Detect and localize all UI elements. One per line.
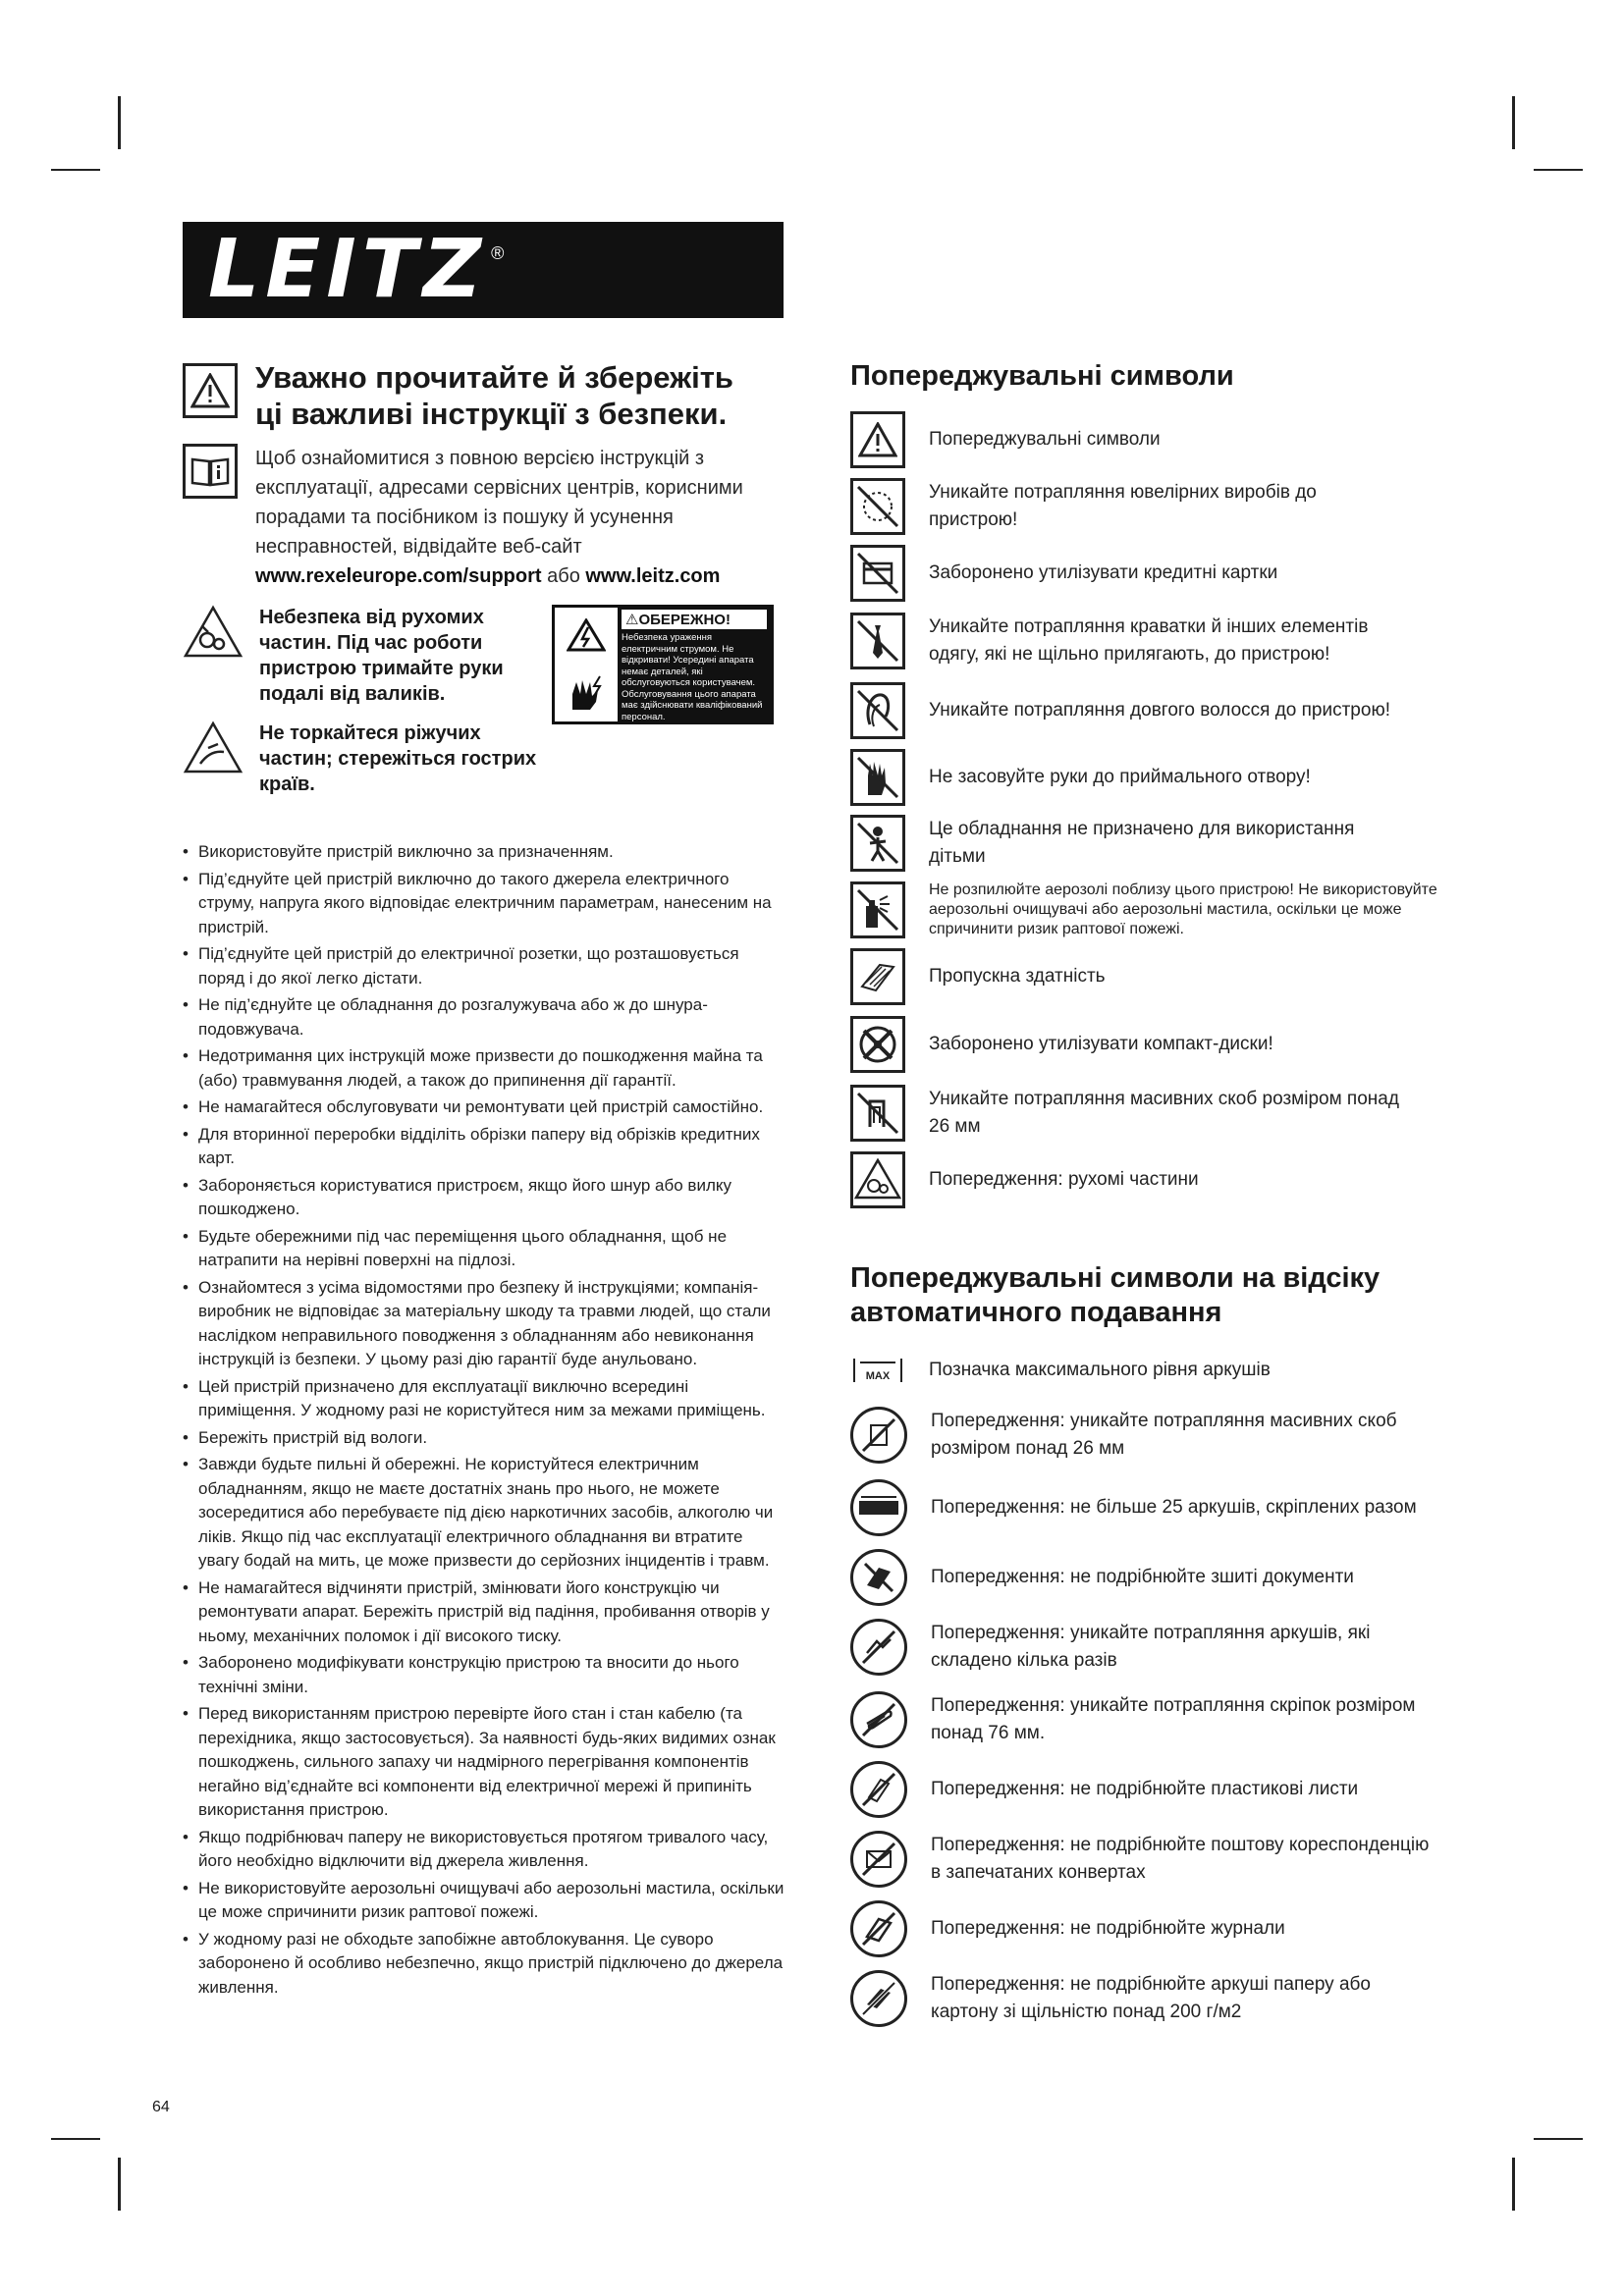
list-item: • У жодному разі не обходьте запобіжне автоблокування. Це суворо заборонено й особливо небезпечно, якщо пристрій підключено до джерела живлення. <box>183 1928 787 2001</box>
hazard-sharp-edges <box>183 721 546 797</box>
no-aerosol-icon <box>850 881 905 938</box>
crop-mark <box>118 96 121 149</box>
symbol-row <box>850 472 1479 541</box>
list-item: • Під’єднуйте цей пристрій до електричної розетки, що розташовується поряд і до якої легко дістати. <box>183 942 787 990</box>
crop-mark <box>118 2158 121 2211</box>
list-item: • Недотримання цих інструкцій може призвести до пошкодження майна та (або) травмування людей, а також до припинення дії гарантії. <box>183 1044 787 1093</box>
symbol-text: Пропускна здатність <box>929 966 1106 987</box>
left-column <box>183 359 791 2002</box>
no-bound-documents-icon <box>850 1549 907 1606</box>
symbol-row <box>850 745 1479 810</box>
symbol-row <box>850 1079 1479 1148</box>
safety-intro-text: Щоб ознайомитися з повною версією інструкцій з експлуатації, адресами сервісних центрів, корисними порадами та посібником із пошуку й усунення несправностей, відвідайте веб-сайт <box>255 448 743 558</box>
symbol-row <box>850 1756 1479 1823</box>
no-magazines-icon <box>850 1900 907 1957</box>
symbol-text: Попередження: уникайте потрапляння масивних скоб розміром понад 26 мм <box>931 1411 1397 1459</box>
or-text: або <box>547 565 580 587</box>
symbol-text: Не розпилюйте аерозолі поблизу цього пристрою! Не використовуйте аерозольні очищувачі або аерозольні мастила, оскільки це може спричинити ризик раптової пожежі. <box>929 881 1437 937</box>
crop-mark <box>1512 96 1515 149</box>
symbol-text: Попередження: не подрібнюйте зшиті документи <box>931 1567 1354 1587</box>
symbol-row <box>850 1544 1479 1611</box>
list-item: • Якщо подрібнювач паперу не використовується протягом тривалого часу, його необхідно відключити від джерела живлення. <box>183 1826 787 1874</box>
symbol-row <box>850 407 1479 472</box>
right-column <box>850 359 1479 2035</box>
no-hands-icon <box>850 749 905 806</box>
symbol-text: Уникайте потрапляння ювелірних виробів до пристрою! <box>929 482 1317 530</box>
list-item: • Завжди будьте пильні й обережні. Не користуйтеся електричним обладнанням, якщо не маєте достатніх знань про нього, не можете зосередитися або перебуваєте під дією наркотичних засобів, алкоголю чи ліків. Якщо під час експлуатації електричного обладнання ви втратите увагу бодай на мить, це може призвести до серйозних інцидентів і травм. <box>183 1453 787 1574</box>
support-link[interactable]: www.rexeleurope.com/support <box>255 565 542 587</box>
list-item: • Заборонено модифікувати конструкцію пристрою та вносити до нього технічні зміни. <box>183 1651 787 1699</box>
list-item: • Перед використанням пристрою перевірте його стан і стан кабелю (та перехідника, якщо застосовується). За наявності будь-яких видимих ознак пошкоджень, сильного запаху чи надмірного перегрівання компонентів негайно від’єднайте всі компоненти від електричної мережі й припиніть використання пристрою. <box>183 1702 787 1823</box>
max-level-icon <box>850 1357 905 1384</box>
list-item: • Не під’єднуйте це обладнання до розгалужувача або ж до шнура-подовжувача. <box>183 993 787 1041</box>
no-jewelry-icon <box>850 478 905 535</box>
warning-symbols-list <box>850 407 1479 1212</box>
electric-warning-label <box>552 605 774 724</box>
cutting-hazard-icon <box>183 721 244 775</box>
no-large-staples-icon <box>850 1085 905 1142</box>
symbol-text: Не засовуйте руки до приймального отвору! <box>929 767 1311 787</box>
symbol-text: Попередження: уникайте потрапляння скріпок розміром понад 76 мм. <box>931 1695 1416 1743</box>
safety-heading: Уважно прочитайте й збережіть ці важливі інструкції з безпеки. <box>255 360 733 431</box>
symbol-text: Попередження: не подрібнюйте поштову кореспонденцію в запечатаних конвертах <box>931 1835 1430 1883</box>
no-sealed-envelopes-icon <box>850 1831 907 1888</box>
safety-intro <box>255 444 776 591</box>
warning-label-title: ⚠ОБЕРЕЖНО! <box>622 610 767 629</box>
moving-parts-icon <box>850 1151 905 1208</box>
no-cd-icon <box>850 1016 905 1073</box>
symbol-row <box>850 1010 1479 1079</box>
list-item: • Цей пристрій призначено для експлуатації виключно всередині приміщення. У жодному разі не користуйтеся ним за межами приміщень. <box>183 1375 787 1423</box>
manual-book-icon <box>183 444 238 499</box>
symbol-row <box>850 676 1479 745</box>
hazard-sharp-text: Не торкайтеся ріжучих частин; стережіться гострих країв. <box>259 722 537 795</box>
symbol-text: Уникайте потрапляння довгого волосся до пристрою! <box>929 700 1390 721</box>
list-item: • Під’єднуйте цей пристрій виключно до такого джерела електричного струму, напруга якого відповідає електричним параметрам, нанесеним на пристрій. <box>183 868 787 940</box>
symbol-text: Уникайте потрапляння краватки й інших елементів одягу, які не щільно прилягають, до пристрою! <box>929 616 1369 665</box>
symbol-row <box>850 1823 1479 1896</box>
no-credit-card-icon <box>850 545 905 602</box>
no-heavy-paper-icon <box>850 1970 907 2027</box>
no-long-hair-icon <box>850 682 905 739</box>
symbol-text: Попередження: уникайте потрапляння аркушів, які складено кілька разів <box>931 1623 1371 1671</box>
max-label: MAX <box>865 1370 891 1382</box>
symbol-text: Попередження: не подрібнюйте аркуші паперу або картону зі щільністю понад 200 г/м2 <box>931 1974 1371 2022</box>
capacity-icon <box>850 948 905 1005</box>
hazard-moving-text: Небезпека від рухомих частин. Під час роботи пристрою тримайте руки подалі від валиків. <box>259 607 504 705</box>
list-item: • Будьте обережними під час переміщення цього обладнання, щоб не натрапити на нерівні поверхні на підлозі. <box>183 1225 787 1273</box>
crop-mark <box>1512 2158 1515 2211</box>
symbol-row <box>850 877 1479 943</box>
symbol-row <box>850 1342 1479 1399</box>
crop-mark <box>51 169 100 171</box>
safety-bullet-list <box>183 840 787 2000</box>
list-item: • Не намагайтеся обслуговувати чи ремонтувати цей пристрій самостійно. <box>183 1095 787 1120</box>
crop-mark <box>1534 169 1583 171</box>
warning-label-title-text: ОБЕРЕЖНО! <box>638 612 731 628</box>
crop-mark <box>51 2138 100 2140</box>
no-folded-sheets-icon <box>850 1619 907 1676</box>
no-plastic-sheets-icon <box>850 1761 907 1818</box>
symbol-row <box>850 1962 1479 2035</box>
symbol-text: Позначка максимального рівня аркушів <box>929 1360 1271 1380</box>
symbol-text: Це обладнання не призначено для використання дітьми <box>929 819 1355 867</box>
list-item: • Ознайомтеся з усіма відомостями про безпеку й інструкціями; компанія-виробник не відповідає за матеріальну шкоду та травми людей, що стали наслідком неправильного поводження з обладнанням або невиконання інструкцій із безпеки. У цьому разі дію гарантії буде анульовано. <box>183 1276 787 1372</box>
crop-mark <box>1534 2138 1583 2140</box>
symbol-text: Попередження: не подрібнюйте журнали <box>931 1918 1285 1939</box>
warning-label-body: Небезпека ураження електричним струмом. Не відкривати! Усередині апарата немає деталей, які обслуговуються користувачем. Обслуговування цього апарата має здійснювати кваліфікований персонал. <box>622 632 763 722</box>
symbol-text: Заборонено утилізувати кредитні картки <box>929 562 1278 583</box>
symbol-row <box>850 1399 1479 1471</box>
symbol-row <box>850 810 1479 877</box>
brand-logo <box>183 222 784 318</box>
no-large-clips-icon <box>850 1691 907 1748</box>
list-item: • Використовуйте пристрій виключно за призначенням. <box>183 840 787 865</box>
max-25-sheets-icon <box>850 1479 907 1536</box>
warning-symbols-heading: Попереджувальні символи <box>850 360 1234 392</box>
symbol-row <box>850 1611 1479 1683</box>
warning-triangle-icon <box>183 363 238 418</box>
symbol-row <box>850 1148 1479 1212</box>
feeder-symbols-heading: Попереджувальні символи на відсіку автоматичного подавання <box>850 1262 1380 1328</box>
safety-heading-row <box>183 359 791 432</box>
leitz-link[interactable]: www.leitz.com <box>585 565 721 587</box>
list-item: • Бережіть пристрій від вологи. <box>183 1426 787 1451</box>
list-item: • Забороняється користуватися пристроєм, якщо його шнур або вилку пошкоджено. <box>183 1174 787 1222</box>
no-tie-icon <box>850 613 905 669</box>
page-number: 64 <box>152 2099 170 2115</box>
list-item: • Для вторинної переробки відділіть обрізки паперу від обрізків кредитних карт. <box>183 1123 787 1171</box>
symbol-row <box>850 1471 1479 1544</box>
hazard-moving-parts <box>183 605 546 707</box>
symbol-row <box>850 541 1479 606</box>
feeder-symbols-list <box>850 1342 1479 2035</box>
safety-intro-row <box>183 444 791 591</box>
no-children-icon <box>850 815 905 872</box>
symbol-row <box>850 606 1479 676</box>
electric-shock-icon <box>567 618 606 652</box>
warning-triangle-icon <box>850 411 905 468</box>
symbol-text: Заборонено утилізувати компакт-диски! <box>929 1034 1273 1054</box>
moving-parts-icon <box>183 605 244 660</box>
symbol-row <box>850 943 1479 1010</box>
symbol-text: Уникайте потрапляння масивних скоб розміром понад 26 мм <box>929 1089 1399 1137</box>
brand-wordmark: LEITZ <box>208 223 488 316</box>
list-item: • Не використовуйте аерозольні очищувачі або аерозольні мастила, оскільки це може спричинити ризик раптової пожежі. <box>183 1877 787 1925</box>
symbol-text: Попередження: не більше 25 аркушів, скріплених разом <box>931 1497 1417 1518</box>
symbol-text: Попереджувальні символи <box>929 429 1161 450</box>
no-large-staples-icon <box>850 1407 907 1464</box>
symbol-text: Попередження: рухомі частини <box>929 1169 1199 1190</box>
hand-shock-icon <box>565 672 608 712</box>
symbol-row <box>850 1896 1479 1962</box>
list-item: • Не намагайтеся відчиняти пристрій, змінювати його конструкцію чи ремонтувати апарат. Бережіть пристрій від падіння, пробивання отворів у ньому, механічних поломок і дії високого тиску. <box>183 1576 787 1649</box>
symbol-text: Попередження: не подрібнюйте пластикові листи <box>931 1779 1359 1799</box>
symbol-row <box>850 1683 1479 1756</box>
registered-mark: ® <box>491 243 505 263</box>
